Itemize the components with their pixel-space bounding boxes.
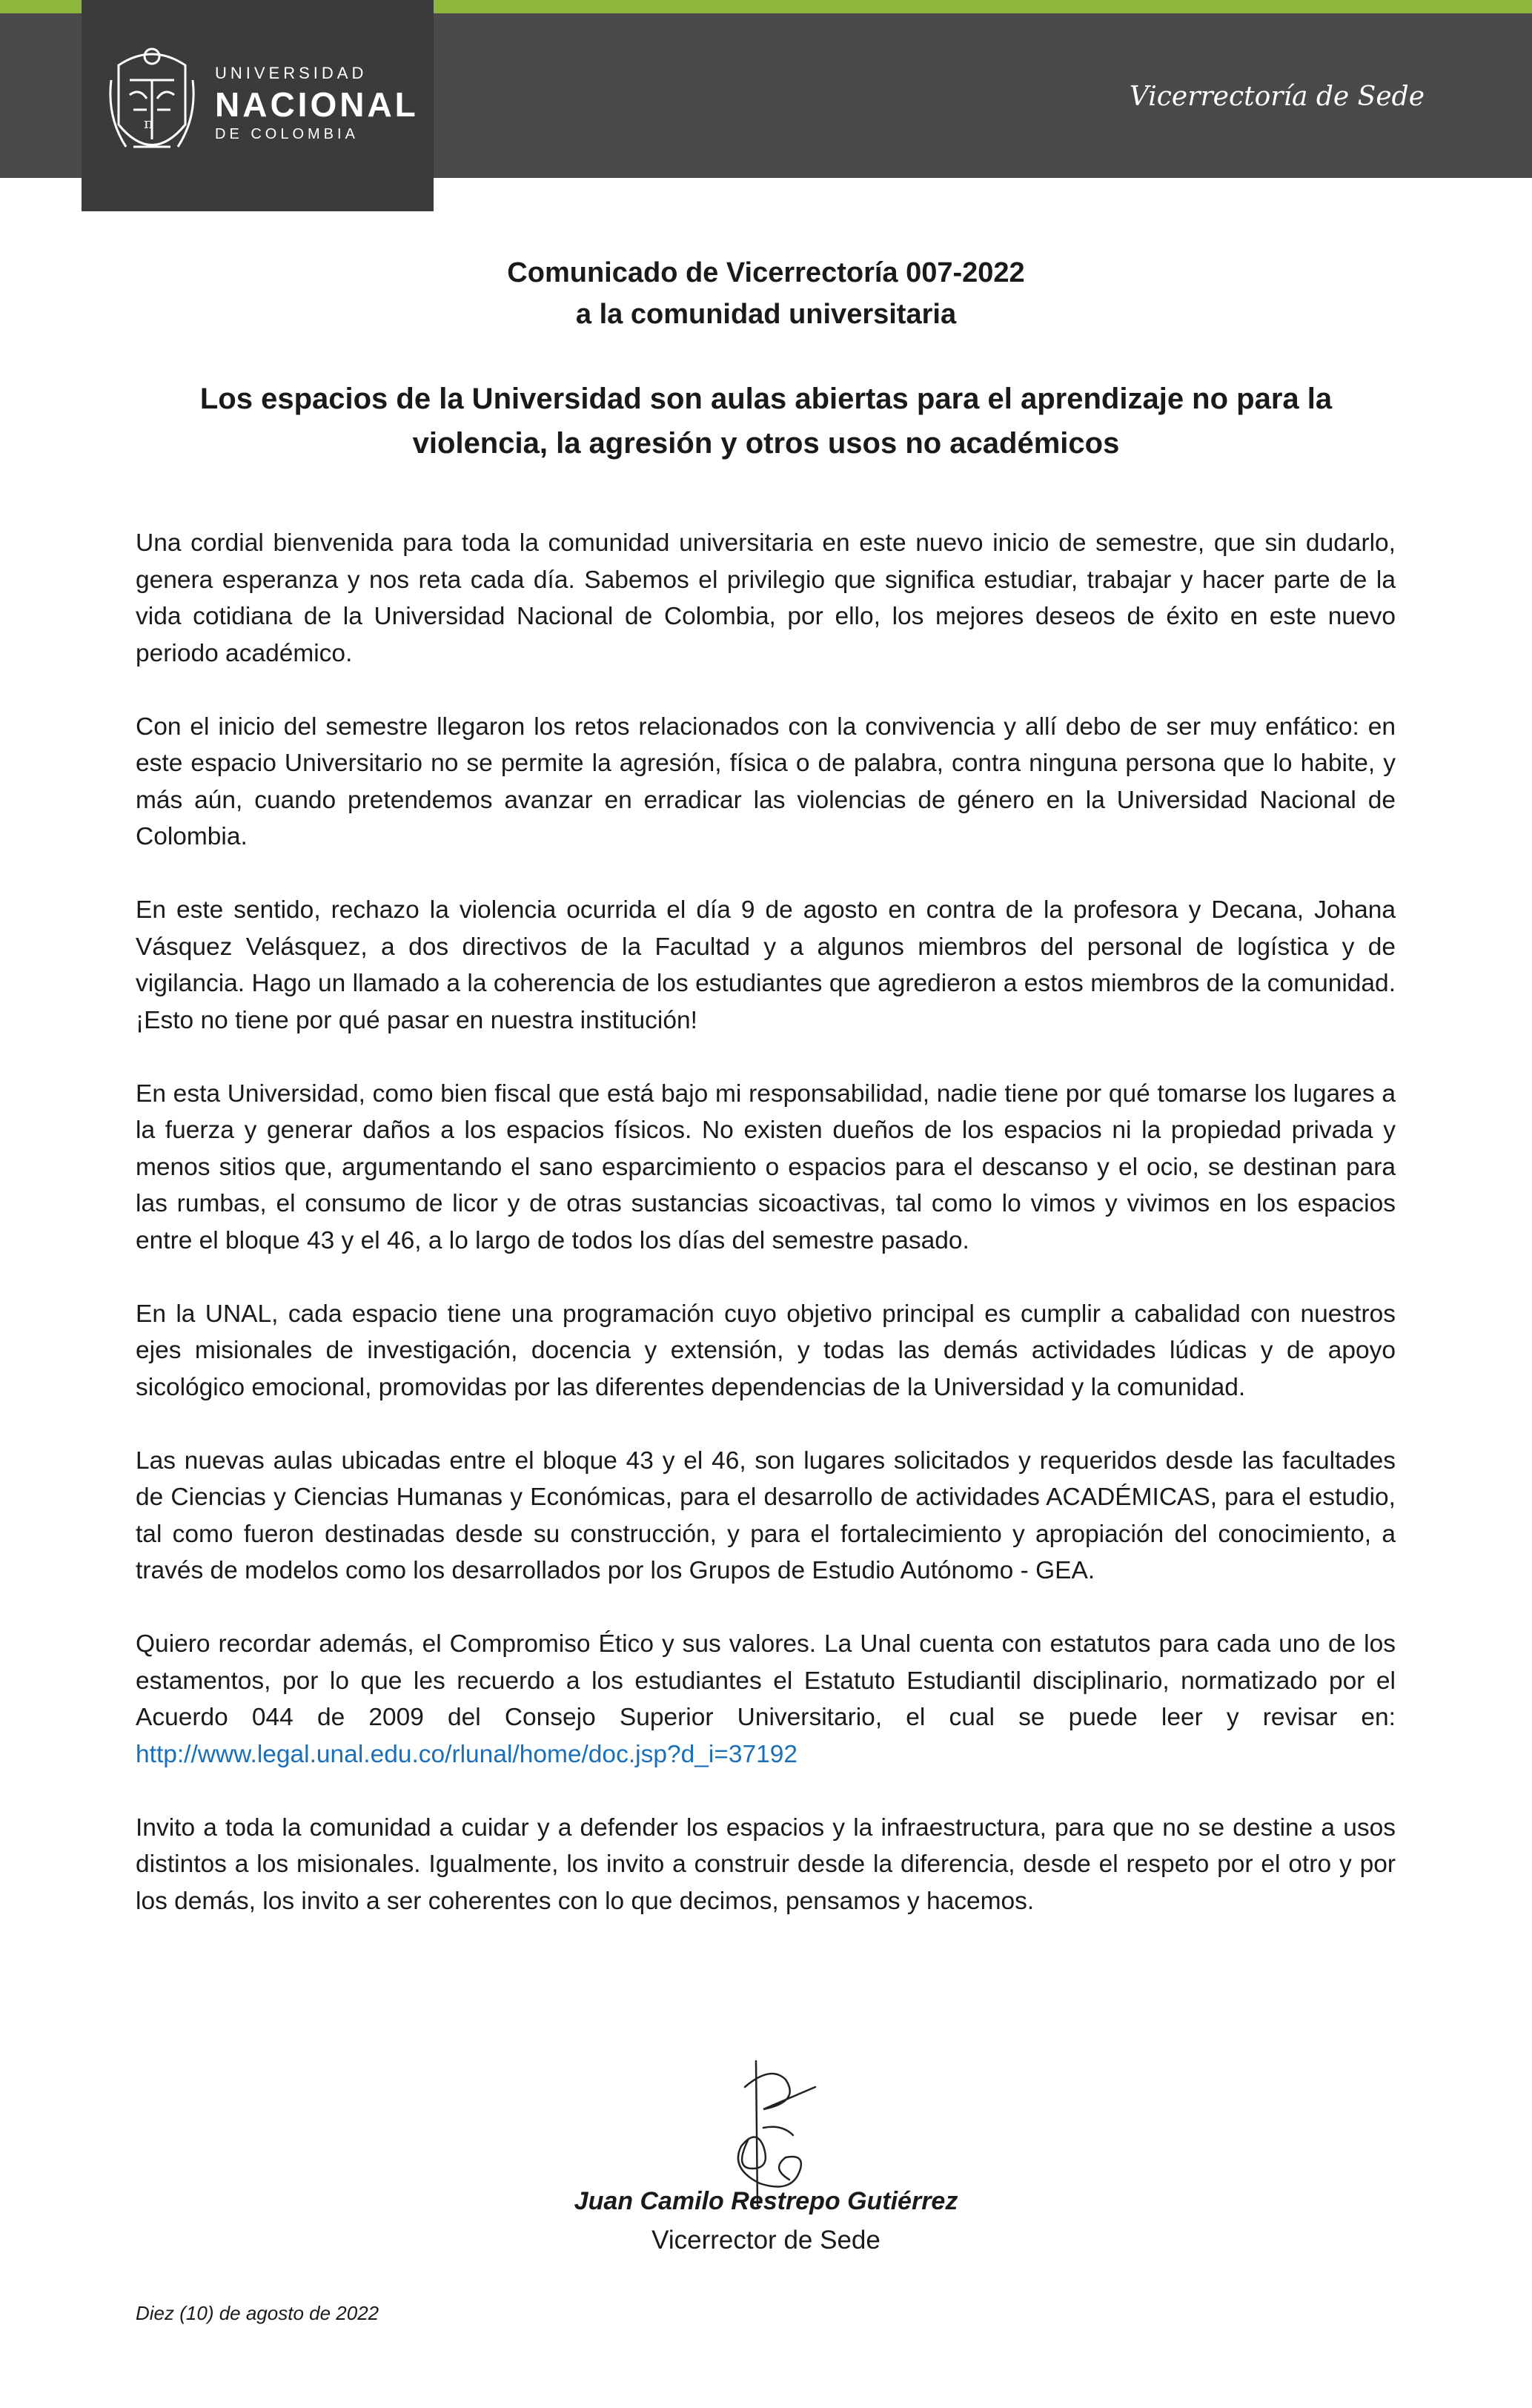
paragraph-spaces: En esta Universidad, como bien fiscal que está bajo mi responsabilidad, nadie tiene por qué tomarse los lugares a la fuerza y generar daños a los espacios físicos. No existen dueños de los espacios ni la propiedad privada y menos sitios que, argumentando el sano esparcimiento o espacios para el descanso y el ocio, se destinan para las rumbas, el consumo de licor y de otras sustancias sicoactivas, tal como lo vimos y vivimos en los espacios entre el bloque 43 y el 46, a lo largo de todos los días del semestre pasado. bbox=[136, 1079, 1396, 1254]
statutes-text: Quiero recordar además, el Compromiso Ético y sus valores. La Unal cuenta con estatutos para cada uno de los estamentos, por lo que les recuerdo a los estudiantes el Estatuto Estudiantil disciplinario, normatizado por el Acuerdo 044 de 2009 del Consejo Superior Universitario, el cual se puede leer y revisar en: bbox=[136, 1630, 1396, 1731]
document-title bbox=[133, 252, 1399, 335]
statutes-link[interactable]: http://www.legal.unal.edu.co/rlunal/home/doc.jsp?d_i=37192 bbox=[136, 1740, 798, 1768]
university-shield-icon bbox=[104, 36, 200, 169]
paragraph-closing: Invito a toda la comunidad a cuidar y a defender los espacios y la infraestructura, para que no se destine a usos distintos a los misionales. Igualmente, los invito a construir desde la diferencia, desde el respeto por el otro y por los demás, los invito a ser coherentes con lo que decimos, pensamos y hacemos. bbox=[136, 1813, 1396, 1915]
university-name-line2: NACIONAL bbox=[215, 85, 419, 124]
paragraph-new-classrooms: Las nuevas aulas ubicadas entre el bloque 43 y el 46, son lugares solicitados y requeridos desde las facultades de Ciencias y Ciencias Humanas y Económicas, para el desarrollo de actividades ACADÉMICAS, para el estudio, tal como fueron destinadas desde su construcción, y para el fortalecimiento y apropiación del conocimiento, a través de modelos como los desarrollados por los Grupos de Estudio Autónomo - GEA. bbox=[136, 1446, 1396, 1584]
title-line-1: Comunicado de Vicerrectoría 007-2022 bbox=[507, 257, 1025, 288]
office-name: Vicerrectoría de Sede bbox=[1129, 82, 1425, 112]
document-date: Diez (10) de agosto de 2022 bbox=[136, 2302, 379, 2324]
paragraph-coexistence: Con el inicio del semestre llegaron los retos relacionados con la convivencia y allí debo de ser muy enfático: en este espacio Universitario no se permite la agresión, física o de palabra, contra ninguna persona que lo habite, y más aún, cuando pretendemos avanzar en erradicar las violencias de género en la Universidad Nacional de Colombia. bbox=[136, 712, 1396, 850]
title-line-2: a la comunidad universitaria bbox=[575, 299, 957, 330]
university-name-line3: DE COLOMBIA bbox=[215, 126, 359, 142]
university-name-line1: UNIVERSIDAD bbox=[215, 64, 368, 82]
svg-text:π: π bbox=[144, 114, 154, 132]
subtitle-line-1: Los espacios de la Universidad son aulas abiertas para el aprendizaje no para la bbox=[199, 383, 1333, 415]
paragraph-programming: En la UNAL, cada espacio tiene una programación cuyo objetivo principal es cumplir a cabalidad con nuestros ejes misionales de investigación, docencia y extensión, y todas las demás actividades lúdicas y de apoyo sicológico emocional, promovidas por las diferentes dependencias de la Universidad y la comunidad. bbox=[136, 1300, 1396, 1401]
signatory-role: Vicerrector de Sede bbox=[651, 2226, 881, 2255]
paragraph-welcome: Una cordial bienvenida para toda la comunidad universitaria en este nuevo inicio de semestre, que sin dudarlo, genera esperanza y nos reta cada día. Sabemos el privilegio que significa estudiar, trabajar y hacer parte de la vida cotidiana de la Universidad Nacional de Colombia, por ello, los mejores deseos de éxito en este nuevo periodo académico. bbox=[136, 529, 1396, 667]
paragraph-violence: En este sentido, rechazo la violencia ocurrida el día 9 de agosto en contra de la profesora y Decana, Johana Vásquez Velásquez, a dos directivos de la Facultad y a algunos miembros del personal de logística y de vigilancia. Hago un llamado a la coherencia de los estudiantes que agredieron a estos miembros de la comunidad. ¡Esto no tiene por qué pasar en nuestra institución! bbox=[136, 896, 1396, 1034]
subtitle-line-2: violencia, la agresión y otros usos no académicos bbox=[412, 427, 1120, 460]
signatory-name: Juan Camilo Restrepo Gutiérrez bbox=[574, 2187, 958, 2215]
paragraph-statutes bbox=[136, 1626, 1396, 1773]
university-logo[interactable] bbox=[82, 0, 434, 211]
document-body bbox=[136, 525, 1396, 1956]
document-subtitle bbox=[133, 377, 1399, 466]
